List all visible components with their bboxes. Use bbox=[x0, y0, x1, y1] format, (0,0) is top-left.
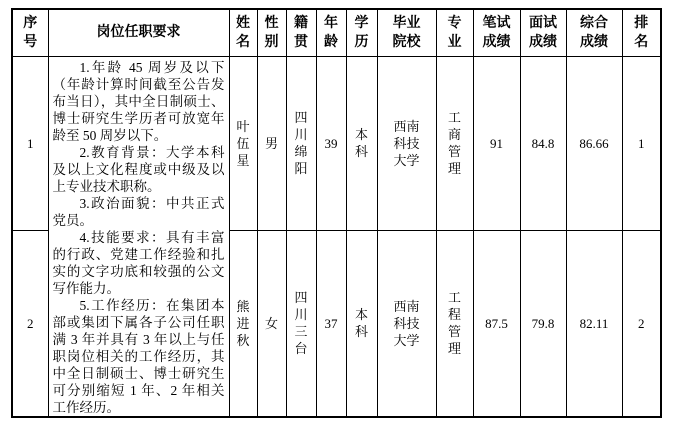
header-row bbox=[12, 9, 661, 56]
column-header-age bbox=[316, 9, 346, 56]
cell-university-text: 西南科技大学 bbox=[393, 118, 420, 168]
column-header-overall-score bbox=[566, 9, 622, 56]
column-header-seq-label: 序号 bbox=[23, 15, 38, 50]
column-header-written-score-label: 笔试成绩 bbox=[482, 15, 511, 50]
cell-written-score: 87.5 bbox=[473, 230, 520, 416]
cell-rank: 1 bbox=[622, 56, 661, 230]
column-header-gender bbox=[257, 9, 286, 56]
column-header-interview-score-label: 面试成绩 bbox=[529, 15, 557, 50]
column-header-name bbox=[229, 9, 257, 56]
cell-name bbox=[229, 56, 257, 230]
column-header-name-label: 姓名 bbox=[235, 15, 250, 50]
cell-native-place-text: 四川三台 bbox=[294, 290, 308, 357]
cell-major-text: 工商管理 bbox=[447, 110, 461, 177]
cell-overall-score: 82.11 bbox=[566, 230, 622, 416]
cell-gender: 女 bbox=[257, 230, 286, 416]
column-header-overall-score-label: 综合成绩 bbox=[580, 15, 608, 50]
cell-major bbox=[436, 230, 473, 416]
cell-name-text: 熊进秋 bbox=[236, 298, 250, 348]
cell-written-score: 91 bbox=[473, 56, 520, 230]
cell-education-text: 本科 bbox=[354, 127, 368, 160]
column-header-education bbox=[346, 9, 377, 56]
cell-interview-score: 84.8 bbox=[520, 56, 566, 230]
cell-major bbox=[436, 56, 473, 230]
column-header-rank-label: 排名 bbox=[634, 15, 649, 50]
cell-major-text: 工程管理 bbox=[447, 290, 461, 357]
cell-name-text: 叶伍星 bbox=[236, 118, 250, 168]
table-row bbox=[12, 56, 661, 230]
cell-name bbox=[229, 230, 257, 416]
column-header-major bbox=[436, 9, 473, 56]
column-header-university bbox=[377, 9, 436, 56]
cell-age: 39 bbox=[316, 56, 346, 230]
column-header-major-label: 专业 bbox=[447, 15, 462, 50]
column-header-university-label: 毕业院校 bbox=[392, 15, 421, 50]
column-header-job-requirements-label: 岗位任职要求 bbox=[96, 25, 181, 41]
column-header-age-label: 年龄 bbox=[323, 15, 338, 50]
cell-rank: 2 bbox=[622, 230, 661, 416]
cell-education-text: 本科 bbox=[354, 307, 368, 340]
cell-native-place-text: 四川绵阳 bbox=[294, 110, 308, 177]
column-header-seq bbox=[12, 9, 48, 56]
job-requirements-cell bbox=[48, 56, 229, 417]
job-requirement-item: 5.工作经历：在集团本部或集团下属各子公司任职满 3 年并具有 3 年以上与任职岗位相关的工作经历，其中全日制硕士、博士研究生可分别缩短 1 年、2 年相关工作经历。 bbox=[52, 297, 225, 415]
column-header-native-place-label: 籍贯 bbox=[293, 15, 308, 50]
cell-interview-score: 79.8 bbox=[520, 230, 566, 416]
cell-education bbox=[346, 230, 377, 416]
cell-overall-score: 86.66 bbox=[566, 56, 622, 230]
job-requirement-item: 1.年龄 45 周岁及以下（年龄计算时间截至公告发布当日），其中全日制硕士、博士研究生学历者可放宽年龄至 50 周岁以下。 bbox=[52, 59, 225, 143]
cell-seq: 1 bbox=[12, 56, 48, 230]
cell-age: 37 bbox=[316, 230, 346, 416]
column-header-native-place bbox=[286, 9, 316, 56]
recruitment-results-table bbox=[11, 8, 662, 418]
cell-gender: 男 bbox=[257, 56, 286, 230]
column-header-education-label: 学历 bbox=[354, 15, 369, 50]
cell-native-place bbox=[286, 56, 316, 230]
column-header-interview-score bbox=[520, 9, 566, 56]
job-requirement-item: 2.教育背景：大学本科及以上文化程度或中级及以上专业技术职称。 bbox=[52, 144, 225, 194]
column-header-rank bbox=[622, 9, 661, 56]
job-requirement-item: 3.政治面貌：中共正式党员。 bbox=[52, 195, 225, 228]
cell-native-place bbox=[286, 230, 316, 416]
column-header-gender-label: 性别 bbox=[264, 15, 279, 50]
cell-university bbox=[377, 230, 436, 416]
cell-university-text: 西南科技大学 bbox=[393, 298, 420, 348]
cell-seq: 2 bbox=[12, 230, 48, 416]
job-requirement-item: 4.技能要求：具有丰富的行政、党建工作经验和扎实的文字功底和较强的公文写作能力。 bbox=[52, 229, 225, 296]
column-header-written-score bbox=[473, 9, 520, 56]
cell-education bbox=[346, 56, 377, 230]
column-header-job-requirements bbox=[48, 9, 229, 56]
cell-university bbox=[377, 56, 436, 230]
